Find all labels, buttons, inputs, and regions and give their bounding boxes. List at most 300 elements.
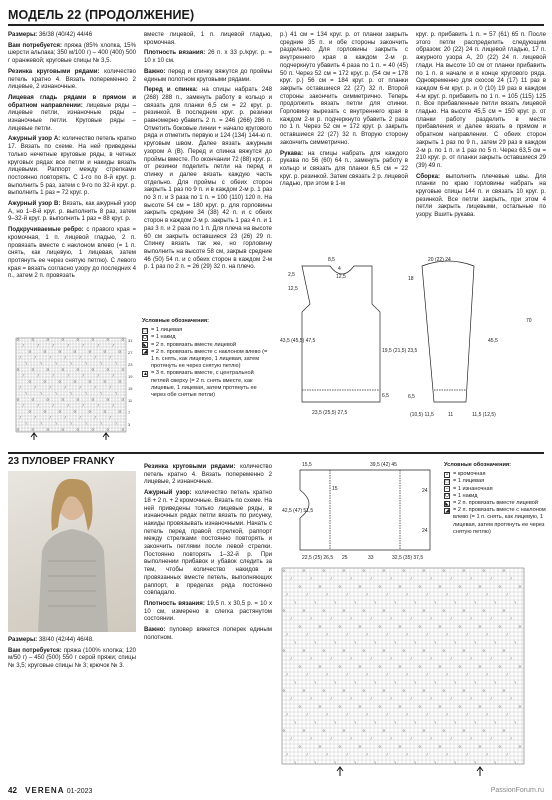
chart-symbol: / bbox=[510, 615, 512, 621]
chart-symbol: / bbox=[330, 695, 332, 701]
legend-text: = 1 накид bbox=[453, 492, 478, 499]
chart-symbol: o bbox=[282, 727, 285, 733]
chart-symbol: o bbox=[498, 663, 501, 669]
svg-text:3: 3 bbox=[128, 422, 131, 427]
chart-symbol: / bbox=[306, 631, 308, 637]
svg-text:23: 23 bbox=[128, 362, 133, 367]
chart-symbol: \ bbox=[514, 639, 516, 645]
legend-item bbox=[142, 342, 270, 349]
chart-symbol: o bbox=[302, 687, 305, 693]
m23-h2: 24 bbox=[422, 528, 428, 534]
chart-symbol: / bbox=[406, 671, 408, 677]
chart-symbol: o bbox=[282, 607, 285, 613]
legend-symbol: □ bbox=[445, 478, 449, 485]
chart-symbol: o bbox=[438, 743, 441, 749]
front-top-width: 8,5 bbox=[328, 257, 335, 263]
chart-symbol: \ bbox=[85, 420, 87, 426]
chart-symbol: o bbox=[318, 583, 321, 589]
m23-side: 42,5 (47) 51,5 bbox=[282, 508, 314, 514]
chart-symbol: o bbox=[478, 583, 481, 589]
chart-symbol: \ bbox=[85, 360, 87, 366]
lace-chart-1 bbox=[14, 336, 138, 444]
chart-symbol: o bbox=[322, 687, 325, 693]
chart-symbol: \ bbox=[514, 719, 516, 725]
chart-symbol: / bbox=[97, 372, 99, 378]
chart-symbol: / bbox=[446, 671, 448, 677]
chart-symbol: \ bbox=[25, 360, 27, 366]
chart-symbol: / bbox=[466, 631, 468, 637]
m23-bottom: 22,5 (25) 26,5 bbox=[302, 555, 334, 561]
chart-symbol: / bbox=[490, 615, 492, 621]
chart-symbol: / bbox=[410, 735, 412, 741]
chart-symbol: / bbox=[67, 402, 69, 408]
sleeve-cap-height: 18 bbox=[408, 276, 414, 282]
chart-symbol: \ bbox=[294, 679, 296, 685]
lace-b-text: Вязать, как ажурный узор А, но 1–8-й круг. р. выполнить 8 раз, затем 9–32-й круг. р. выполнить 1 раз = 88 круг. р. bbox=[8, 200, 136, 223]
chart-symbol: o bbox=[498, 743, 501, 749]
chart-symbol: \ bbox=[294, 759, 296, 765]
m23-materials-label: Вам потребуется: bbox=[8, 646, 62, 654]
legend-2-title: Условные обозначения: bbox=[444, 462, 512, 468]
chart-symbol: o bbox=[318, 623, 321, 629]
chart-symbol: / bbox=[350, 575, 352, 581]
chart-symbol: / bbox=[390, 735, 392, 741]
chart-symbol: o bbox=[342, 567, 345, 573]
chart-symbol: / bbox=[19, 354, 21, 360]
materials-text: пряжа (85% хлопка, 15% шерсти альпака; 350 м/100 г) – 400 (400) 500 г оранжевой; круговые спицы № 3,5. bbox=[8, 41, 136, 65]
legend-symbol: – bbox=[445, 486, 449, 493]
chart-symbol: o bbox=[322, 647, 325, 653]
chart-symbol: / bbox=[430, 575, 432, 581]
chart-symbol: o bbox=[382, 607, 385, 613]
chart-symbol: / bbox=[306, 711, 308, 717]
chart-symbol: o bbox=[338, 743, 341, 749]
chart-symbol: o bbox=[302, 607, 305, 613]
legend-symbol: ▲ bbox=[143, 370, 148, 377]
chart-symbol: / bbox=[346, 751, 348, 757]
chart-symbol: o bbox=[302, 647, 305, 653]
chart-symbol: / bbox=[67, 372, 69, 378]
chart-symbol: o bbox=[106, 366, 109, 372]
chart-symbol: / bbox=[346, 671, 348, 677]
chart-symbol: o bbox=[462, 567, 465, 573]
chart-symbol: / bbox=[286, 751, 288, 757]
chart-symbol: o bbox=[462, 647, 465, 653]
chart-symbol: / bbox=[466, 751, 468, 757]
page-header bbox=[8, 6, 544, 26]
schematic-sleeve bbox=[408, 252, 546, 422]
m23-lace: количество петель кратно 18 + 2 п. + 2 кромочные. Вязать по схеме. На ней приведены только лицевые ряды, в изнаночных рядах петли вязать по рисунку, накиды провязывать изнаночными. Начать с петель перед правой стрелкой, раппорт между стрелками постоянно повторять и закончить петлями после левой стрелки. Постоянно повторять 1–32-й р. При выполнении прибавок и убавок следить за тем, чтобы количество накидов и провязанных вместе петель, выполняющих раппорт, в пределах ряда постоянно совпадало. bbox=[144, 489, 272, 597]
sizes-label: Размеры: bbox=[8, 31, 38, 38]
chart-symbol: o bbox=[58, 408, 61, 414]
issue-number: 01-2023 bbox=[66, 788, 93, 795]
legend-item bbox=[444, 500, 546, 507]
chart-symbol: / bbox=[326, 591, 328, 597]
chart-symbol: / bbox=[19, 414, 21, 420]
page-footer bbox=[8, 786, 92, 795]
chart-symbol: o bbox=[362, 567, 365, 573]
chart-symbol: o bbox=[402, 607, 405, 613]
chart-symbol: \ bbox=[494, 599, 496, 605]
chart-symbol: o bbox=[322, 727, 325, 733]
chart-symbol: o bbox=[358, 583, 361, 589]
chart-symbol: o bbox=[402, 647, 405, 653]
chart-symbol: \ bbox=[454, 759, 456, 765]
chart-symbol: o bbox=[76, 336, 79, 342]
chart-symbol: o bbox=[402, 727, 405, 733]
chart-symbol: o bbox=[402, 567, 405, 573]
m23-sizes: 38/40 (42/44) 46/48. bbox=[38, 636, 94, 643]
chart-symbol: \ bbox=[294, 719, 296, 725]
chart-symbol: / bbox=[486, 591, 488, 597]
chart-symbol: o bbox=[91, 426, 94, 432]
svg-text:7: 7 bbox=[128, 410, 131, 415]
chart-symbol: o bbox=[43, 408, 46, 414]
front-body-height: 43,5 (45,5) 47,5 bbox=[280, 338, 316, 344]
model-photo-illustration bbox=[8, 471, 136, 632]
chart-symbol: \ bbox=[414, 719, 416, 725]
chart-symbol: o bbox=[358, 703, 361, 709]
chart-symbol: \ bbox=[434, 639, 436, 645]
chart-symbol: / bbox=[19, 384, 21, 390]
edge-cont-text: вместе лицевой, 1 п. лицевой гладью, кромочная. bbox=[144, 31, 272, 46]
legend-item bbox=[444, 486, 546, 493]
page-number: 42 bbox=[8, 786, 17, 795]
chart-symbol: / bbox=[470, 735, 472, 741]
chart-symbol: / bbox=[49, 354, 51, 360]
chart-symbol: / bbox=[109, 414, 111, 420]
chart-symbol: \ bbox=[334, 719, 336, 725]
chart-symbol: / bbox=[346, 631, 348, 637]
chart-symbol: o bbox=[118, 348, 121, 354]
chart-symbol: / bbox=[49, 384, 51, 390]
svg-text:27: 27 bbox=[128, 350, 133, 355]
legend-text: = 1 лицевая bbox=[453, 478, 485, 485]
chart-symbol: / bbox=[286, 631, 288, 637]
chart-symbol: / bbox=[37, 402, 39, 408]
chart-symbol: / bbox=[366, 751, 368, 757]
chart-symbol: o bbox=[478, 743, 481, 749]
chart-symbol: o bbox=[382, 687, 385, 693]
chart-symbol: / bbox=[34, 354, 36, 360]
legend-text: = 1 изнаночная bbox=[453, 485, 493, 492]
chart-symbol: o bbox=[442, 567, 445, 573]
chart-symbol: o bbox=[302, 567, 305, 573]
chart-symbol: / bbox=[82, 372, 84, 378]
chart-symbol: / bbox=[446, 631, 448, 637]
chart-symbol: / bbox=[346, 711, 348, 717]
chart-symbol: o bbox=[61, 336, 64, 342]
legend-item bbox=[444, 493, 546, 500]
chart-symbol: o bbox=[362, 727, 365, 733]
legend-item bbox=[142, 327, 270, 334]
chart-symbol: o bbox=[58, 378, 61, 384]
chart-symbol: / bbox=[490, 735, 492, 741]
note-text: перед и спинку вяжутся до проймы единым полотном круговыми рядами. bbox=[144, 67, 272, 83]
chart-symbol: / bbox=[306, 591, 308, 597]
chart-symbol: o bbox=[28, 408, 31, 414]
chart-symbol: o bbox=[458, 703, 461, 709]
model-23-title: 23 ПУЛОВЕР FRANKY bbox=[8, 456, 115, 467]
chart-symbol: o bbox=[518, 623, 521, 629]
chart-symbol: / bbox=[510, 655, 512, 661]
chart-symbol: o bbox=[442, 687, 445, 693]
chart-symbol: \ bbox=[394, 759, 396, 765]
chart-symbol: o bbox=[362, 687, 365, 693]
chart-symbol: o bbox=[338, 663, 341, 669]
chart-symbol: o bbox=[422, 607, 425, 613]
column-4 bbox=[416, 31, 546, 236]
chart-symbol: o bbox=[298, 583, 301, 589]
chart-symbol: o bbox=[438, 583, 441, 589]
legend-symbol: ◢ bbox=[445, 507, 449, 514]
chart-symbol: o bbox=[76, 426, 79, 432]
chart-symbol: / bbox=[486, 751, 488, 757]
chart-symbol: \ bbox=[514, 599, 516, 605]
legend-item bbox=[444, 478, 546, 485]
chart-symbol: / bbox=[112, 342, 114, 348]
column-2 bbox=[144, 31, 272, 274]
chart-symbol: / bbox=[466, 711, 468, 717]
chart-symbol: o bbox=[121, 426, 124, 432]
col3-text: р.) 41 см = 134 круг. р. от планки закрыть средние 35 п. и обе стороны закончить раздельно. Для горловины закрыть с внутреннего края в каждом 2-м р. подчеркнуто убавить 4 раза по 1 п. = 40 (45) 50 п. Через 52 см = 172 круг. р. (54 см = 178 круг. р.) 56 см = 184 круг. р. от планки закрыть оставшиеся 22 (27) 32 п. Второй стороны закончить симметрично. Теперь продолжить вязать петли для спинки. Горловину вырезать с внутреннего края в каждом 2-м р. подчеркнуто убавить 2 раза по 1 п. Через 52 см = 172 круг. р. закрыть оставшиеся 22 (27) 32 п. Вторую сторону закончить симметрично. bbox=[280, 31, 408, 146]
body-label: Перед и спинка: bbox=[144, 86, 198, 94]
chart-symbol: \ bbox=[115, 390, 117, 396]
chart-symbol: o bbox=[43, 348, 46, 354]
chart-symbol: / bbox=[310, 695, 312, 701]
column-1 bbox=[8, 31, 136, 283]
legend-text: = 2 п. провязать вместе лицевой bbox=[151, 341, 237, 348]
chart-symbol: o bbox=[73, 408, 76, 414]
chart-symbol: / bbox=[410, 615, 412, 621]
legend-item bbox=[142, 370, 270, 399]
stockinette-label: Лицевая гладь рядами в прямом и обратном направлении: bbox=[8, 93, 136, 109]
chart-symbol: o bbox=[398, 703, 401, 709]
chart-symbol: \ bbox=[115, 360, 117, 366]
chart-symbol: \ bbox=[514, 679, 516, 685]
legend-item bbox=[444, 471, 546, 478]
chart-symbol: / bbox=[64, 414, 66, 420]
chart-symbol: o bbox=[298, 623, 301, 629]
chart-symbol: / bbox=[390, 615, 392, 621]
chart-symbol: o bbox=[338, 583, 341, 589]
chart-symbol: o bbox=[442, 647, 445, 653]
chart-symbol: o bbox=[61, 396, 64, 402]
gauge-text: 26 п. х 33 р./круг. р. = 10 х 10 см. bbox=[144, 49, 273, 65]
front-neck-depth: 2,5 bbox=[288, 272, 295, 278]
svg-text:31: 31 bbox=[128, 338, 133, 343]
chart-symbol: / bbox=[34, 384, 36, 390]
chart-symbol: / bbox=[79, 384, 81, 390]
chart-symbol: o bbox=[358, 743, 361, 749]
chart-symbol: o bbox=[318, 743, 321, 749]
chart-symbol: / bbox=[430, 615, 432, 621]
chart-symbol: o bbox=[358, 623, 361, 629]
sleeve-total-height: 70 bbox=[526, 318, 532, 324]
chart-symbol: o bbox=[298, 703, 301, 709]
chart-symbol: o bbox=[362, 647, 365, 653]
chart-symbol: \ bbox=[100, 360, 102, 366]
chart-symbol: \ bbox=[494, 679, 496, 685]
chart-symbol: o bbox=[342, 687, 345, 693]
chart-symbol: / bbox=[290, 615, 292, 621]
chart-symbol: o bbox=[442, 727, 445, 733]
chart-symbol: / bbox=[310, 655, 312, 661]
legend-symbol: ◣ bbox=[445, 500, 449, 507]
section-divider bbox=[8, 452, 544, 454]
chart-symbol: o bbox=[482, 647, 485, 653]
rib-text: количество петель кратно 4. Вязать попеременно 2 лицевые, 2 изнаночные. bbox=[8, 67, 136, 91]
legend-symbol: • bbox=[444, 472, 450, 478]
sleeve-bottom-mid: 11 bbox=[448, 412, 454, 418]
legend-text: = 2 п. провязать вместе с наклоном влево (= 1 п. снять, как лицевую, 1 лицевая, затем протянуть ее через снятую петлю) bbox=[151, 348, 268, 370]
chart-symbol: o bbox=[282, 687, 285, 693]
chart-symbol: o bbox=[103, 408, 106, 414]
legend-symbol: O bbox=[143, 334, 147, 341]
chart-symbol: o bbox=[418, 703, 421, 709]
chart-symbol: \ bbox=[314, 639, 316, 645]
chart-symbol: / bbox=[370, 575, 372, 581]
chart-symbol: \ bbox=[314, 599, 316, 605]
chart-symbol: / bbox=[430, 735, 432, 741]
chart-symbol: o bbox=[458, 583, 461, 589]
chart-symbol: / bbox=[97, 402, 99, 408]
chart-symbol: o bbox=[46, 366, 49, 372]
sizes-text: 36/38 (40/42) 44/46 bbox=[38, 31, 93, 38]
m23-b3: 33 bbox=[368, 555, 374, 561]
front-side-height: 19,5 (21,5) 23,5 bbox=[382, 348, 418, 354]
chart-symbol: o bbox=[358, 663, 361, 669]
chart-symbol: / bbox=[426, 671, 428, 677]
chart-symbol: / bbox=[109, 384, 111, 390]
m23-rib-label: Резинка круговыми рядами: bbox=[144, 463, 236, 470]
chart-symbol: / bbox=[450, 575, 452, 581]
chart-symbol: o bbox=[418, 623, 421, 629]
chart-symbol: \ bbox=[354, 719, 356, 725]
chart-symbol: o bbox=[502, 727, 505, 733]
m23-top: 15,5 bbox=[302, 462, 312, 468]
chart-symbol: / bbox=[390, 575, 392, 581]
chart-symbol: / bbox=[366, 631, 368, 637]
chart-symbol: \ bbox=[354, 759, 356, 765]
chart-symbol: o bbox=[498, 703, 501, 709]
chart-symbol: / bbox=[109, 354, 111, 360]
chart-symbol: o bbox=[103, 348, 106, 354]
legend-1-title: Условные обозначения: bbox=[142, 318, 210, 324]
chart-symbol: o bbox=[482, 607, 485, 613]
chart-symbol: / bbox=[410, 655, 412, 661]
chart-symbol: o bbox=[76, 366, 79, 372]
chart-symbol: / bbox=[406, 631, 408, 637]
chart-symbol: o bbox=[498, 623, 501, 629]
chart-symbol: / bbox=[310, 735, 312, 741]
chart-symbol: o bbox=[418, 583, 421, 589]
m23-b2: 25 bbox=[342, 555, 348, 561]
stockinette-text: лицевые ряды – лицевые петли, изнаночные ряды – изнаночные петли. Круговые ряды – лицевые петли. bbox=[8, 101, 137, 132]
chart-symbol: / bbox=[67, 342, 69, 348]
chart-symbol: / bbox=[366, 711, 368, 717]
chart-symbol: o bbox=[342, 727, 345, 733]
col4-text: круг. р. прибавить 1 п. = 57 (61) 65 п. После этого петли распределить следующим образом: 20 (22) 24 п. лицевой гладью, 17 п. ажурного узора А, 20 (22) 24 п. лицевой глади. На высоте 10 см от планки прибавить по 1 п. в начале и в конце кругового ряда. Одновременно для скосов 24 (17) 11 раз в каждом 6-м круг. р. и 0 (10) 19 раз в каждом 4-м круг. р. прибавить по 1 п. = 105 (115) 125 п. Все прибавленные петли вязать лицевой гладью. На высоте 45,5 см = 150 круг. р. от планки работу разделить в месте прибавления и далее вязать в прямом и обратном направлении. С обеих сторон закрыть 1 раз по 9 п., затем 29 раз в каждом 2-м р. по 1 п. и 1 раз по 5 п. Через 63,5 см = 210 круг. р. от планки закрыть оставшиеся 29 (39) 49 п. bbox=[416, 31, 546, 169]
chart-symbol: o bbox=[478, 703, 481, 709]
chart-symbol: \ bbox=[414, 599, 416, 605]
legend-symbol: ◣ bbox=[143, 342, 147, 349]
chart-symbol: o bbox=[458, 663, 461, 669]
legend-text: = 2 п. провязать вместе лицевой bbox=[453, 500, 539, 507]
sleeve-bottom-right: 11,5 (12,5) bbox=[472, 412, 496, 418]
chart-symbol: / bbox=[350, 735, 352, 741]
chart-symbol: o bbox=[73, 348, 76, 354]
chart-symbol: o bbox=[76, 396, 79, 402]
chart-symbol: / bbox=[94, 354, 96, 360]
chart-symbol: / bbox=[446, 591, 448, 597]
chart-symbol: o bbox=[31, 336, 34, 342]
chart-symbol: o bbox=[118, 378, 121, 384]
chart-symbol: \ bbox=[394, 679, 396, 685]
chart-symbol: / bbox=[506, 711, 508, 717]
m23-gauge: 19,5 п. х 30,5 р. = 10 х 10 см, измерено в слегка растянутом состоянии. bbox=[144, 599, 273, 623]
chart-symbol: / bbox=[510, 695, 512, 701]
chart-symbol: / bbox=[330, 575, 332, 581]
edge-text: с правого края = кромочная, 1 п. лицевой гладью, 2 п. провязать вместе с наклоном влево (= 1 п. снять, как лицевую, 1 лицевая, затем протянуть ее через снятую петлю). С левого края = вязать согласно узору до последних 4 п., затем 2 п. провязать bbox=[8, 226, 137, 280]
chart-symbol: / bbox=[470, 655, 472, 661]
repeat-arrow-left bbox=[31, 433, 37, 440]
chart-symbol: o bbox=[106, 426, 109, 432]
chart-symbol: / bbox=[37, 342, 39, 348]
sleeve-rib-height: 6,5 bbox=[408, 394, 415, 400]
legend-text: = кромочная bbox=[453, 471, 486, 478]
chart-symbol: / bbox=[350, 615, 352, 621]
chart-symbol: o bbox=[502, 567, 505, 573]
chart-symbol: o bbox=[298, 663, 301, 669]
chart-symbol: / bbox=[306, 671, 308, 677]
chart-symbol: o bbox=[31, 396, 34, 402]
chart-symbol: / bbox=[37, 372, 39, 378]
chart-symbol: / bbox=[486, 711, 488, 717]
chart-symbol: / bbox=[470, 575, 472, 581]
chart-symbol: o bbox=[88, 378, 91, 384]
rib-label: Резинка круговыми рядами: bbox=[8, 67, 100, 75]
chart-symbol: o bbox=[382, 647, 385, 653]
chart-symbol: o bbox=[418, 663, 421, 669]
chart-symbol: / bbox=[490, 695, 492, 701]
chart-symbol: o bbox=[16, 426, 19, 432]
chart-symbol: o bbox=[91, 366, 94, 372]
chart-symbol: o bbox=[342, 647, 345, 653]
chart-symbol: o bbox=[498, 583, 501, 589]
chart-symbol: \ bbox=[474, 759, 476, 765]
chart-symbol: / bbox=[506, 591, 508, 597]
lace-a-label: Ажурный узор А: bbox=[8, 135, 61, 143]
gauge-label: Плотность вязания: bbox=[144, 49, 206, 57]
m23-mid: 15 bbox=[332, 486, 338, 492]
repeat-arrow-right-2 bbox=[477, 767, 483, 776]
chart-symbol: o bbox=[282, 567, 285, 573]
m23-materials: пряжа (100% хлопка; 120 м/50 г) – 450 (500) 550 г серой пряжи; спицы № 3,5; круговые спицы № 3; крючок № 3. bbox=[8, 646, 136, 670]
chart-symbol: / bbox=[79, 354, 81, 360]
chart-symbol: o bbox=[61, 366, 64, 372]
svg-text:19: 19 bbox=[128, 374, 133, 379]
chart-symbol: o bbox=[338, 623, 341, 629]
chart-symbol: o bbox=[362, 607, 365, 613]
chart-symbol: o bbox=[462, 607, 465, 613]
chart-symbol: \ bbox=[434, 679, 436, 685]
chart-symbol: o bbox=[518, 743, 521, 749]
chart-symbol: o bbox=[378, 743, 381, 749]
chart-symbol: o bbox=[398, 623, 401, 629]
chart-symbol: / bbox=[446, 751, 448, 757]
front-bottom-width: 23,5 (25,5) 27,5 bbox=[312, 410, 348, 416]
